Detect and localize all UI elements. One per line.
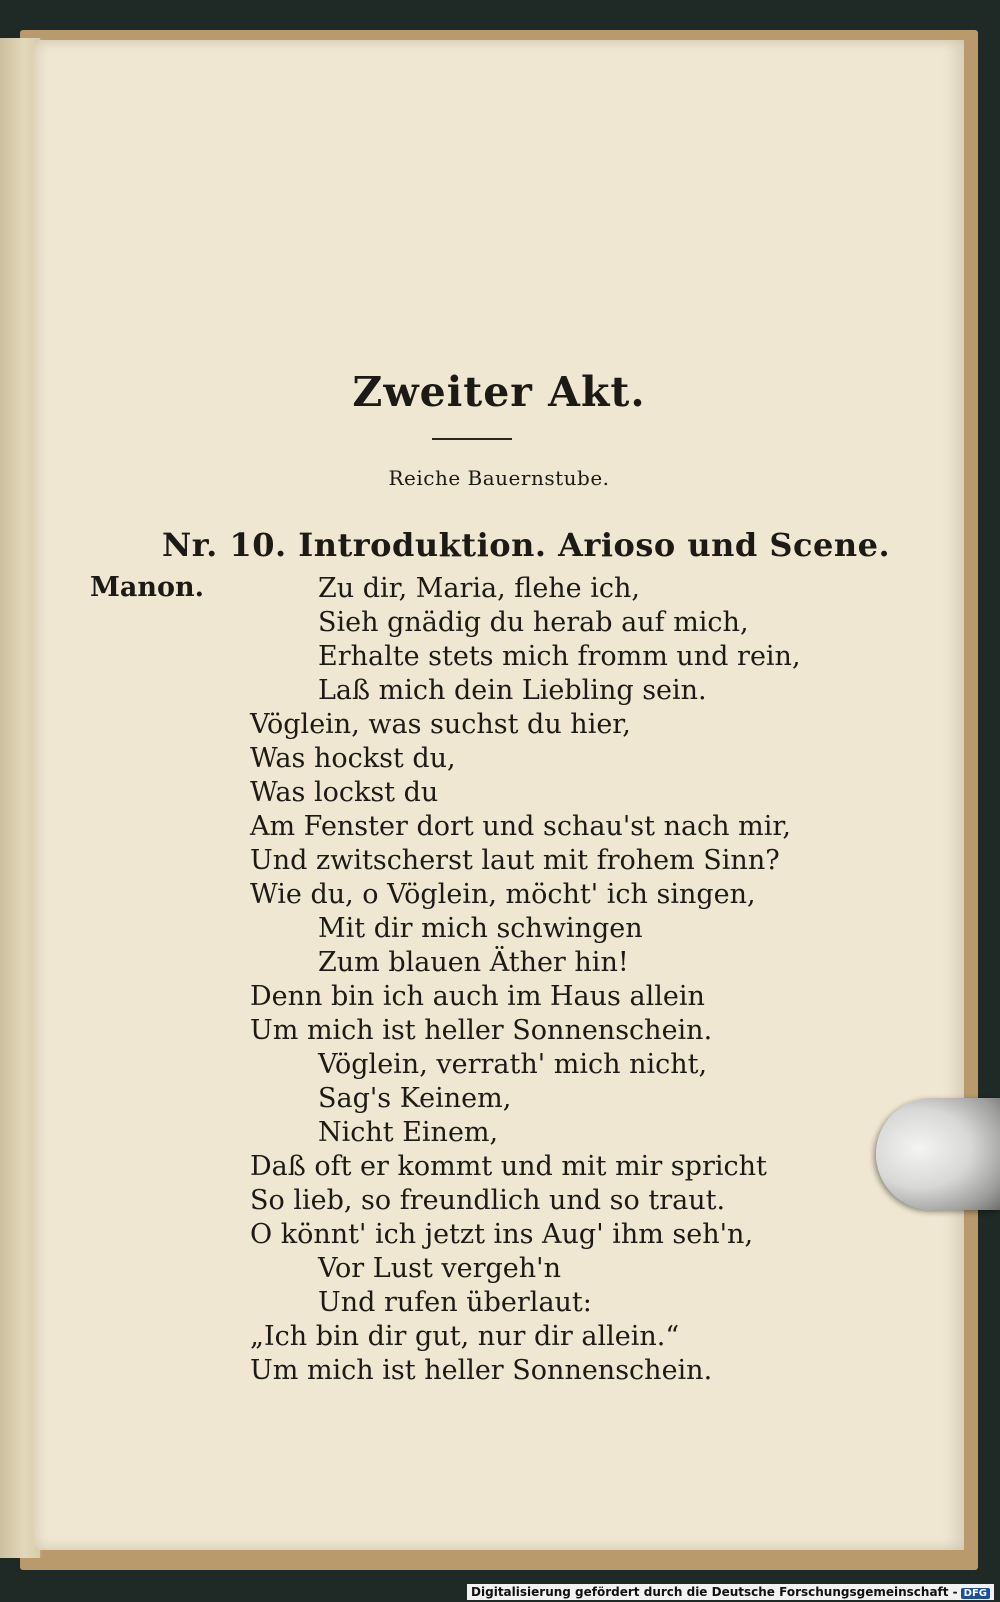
scene-setting: Reiche Bauernstube. xyxy=(388,466,610,490)
verse-line: Wie du, o Vöglein, möcht' ich singen, xyxy=(250,879,756,910)
verse-line: So lieb, so freundlich und so traut. xyxy=(250,1185,726,1216)
title-divider xyxy=(432,438,512,440)
verse-line: Nicht Einem, xyxy=(318,1117,499,1148)
act-title: Zweiter Akt. xyxy=(352,368,646,416)
verse-line: Und zwitscherst laut mit frohem Sinn? xyxy=(250,845,780,876)
verse-line: Und rufen überlaut: xyxy=(318,1287,592,1318)
number-heading: Nr. 10. Introduktion. Arioso und Scene. xyxy=(162,526,891,564)
verse-line: Was hockst du, xyxy=(250,743,456,774)
verse-line: Was lockst du xyxy=(250,777,439,808)
verse-line: Zu dir, Maria, flehe ich, xyxy=(318,573,640,604)
verse-line: „Ich bin dir gut, nur dir allein.“ xyxy=(250,1321,680,1352)
verse-line: Erhalte stets mich fromm und rein, xyxy=(318,641,801,672)
verse-line: Vöglein, was suchst du hier, xyxy=(250,709,631,740)
credit-text: Digitalisierung gefördert durch die Deutsche Forschungsgemeinschaft - xyxy=(471,1585,958,1599)
verse-line: Am Fenster dort und schau'st nach mir, xyxy=(250,811,791,842)
verse-line: Denn bin ich auch im Haus allein xyxy=(250,981,705,1012)
verse-line: Um mich ist heller Sonnenschein. xyxy=(250,1015,713,1046)
verse-line: Um mich ist heller Sonnenschein. xyxy=(250,1355,713,1386)
book-page xyxy=(34,40,964,1550)
verse-line: Mit dir mich schwingen xyxy=(318,913,643,944)
verse-line: Laß mich dein Liebling sein. xyxy=(318,675,707,706)
verse-line: Vöglein, verrath' mich nicht, xyxy=(318,1049,708,1080)
verse-line: Vor Lust vergeh'n xyxy=(318,1253,561,1284)
page-clip xyxy=(876,1098,1000,1210)
verse-line: Daß oft er kommt und mit mir spricht xyxy=(250,1151,767,1182)
verse-line: Sag's Keinem, xyxy=(318,1083,512,1114)
dfg-logo: DFG xyxy=(961,1588,990,1599)
verse-line: O könnt' ich jetzt ins Aug' ihm seh'n, xyxy=(250,1219,754,1250)
digitization-credit xyxy=(467,1584,994,1600)
verse-line: Sieh gnädig du herab auf mich, xyxy=(318,607,749,638)
verse-line: Zum blauen Äther hin! xyxy=(318,947,629,978)
speaker-name: Manon. xyxy=(90,572,205,603)
